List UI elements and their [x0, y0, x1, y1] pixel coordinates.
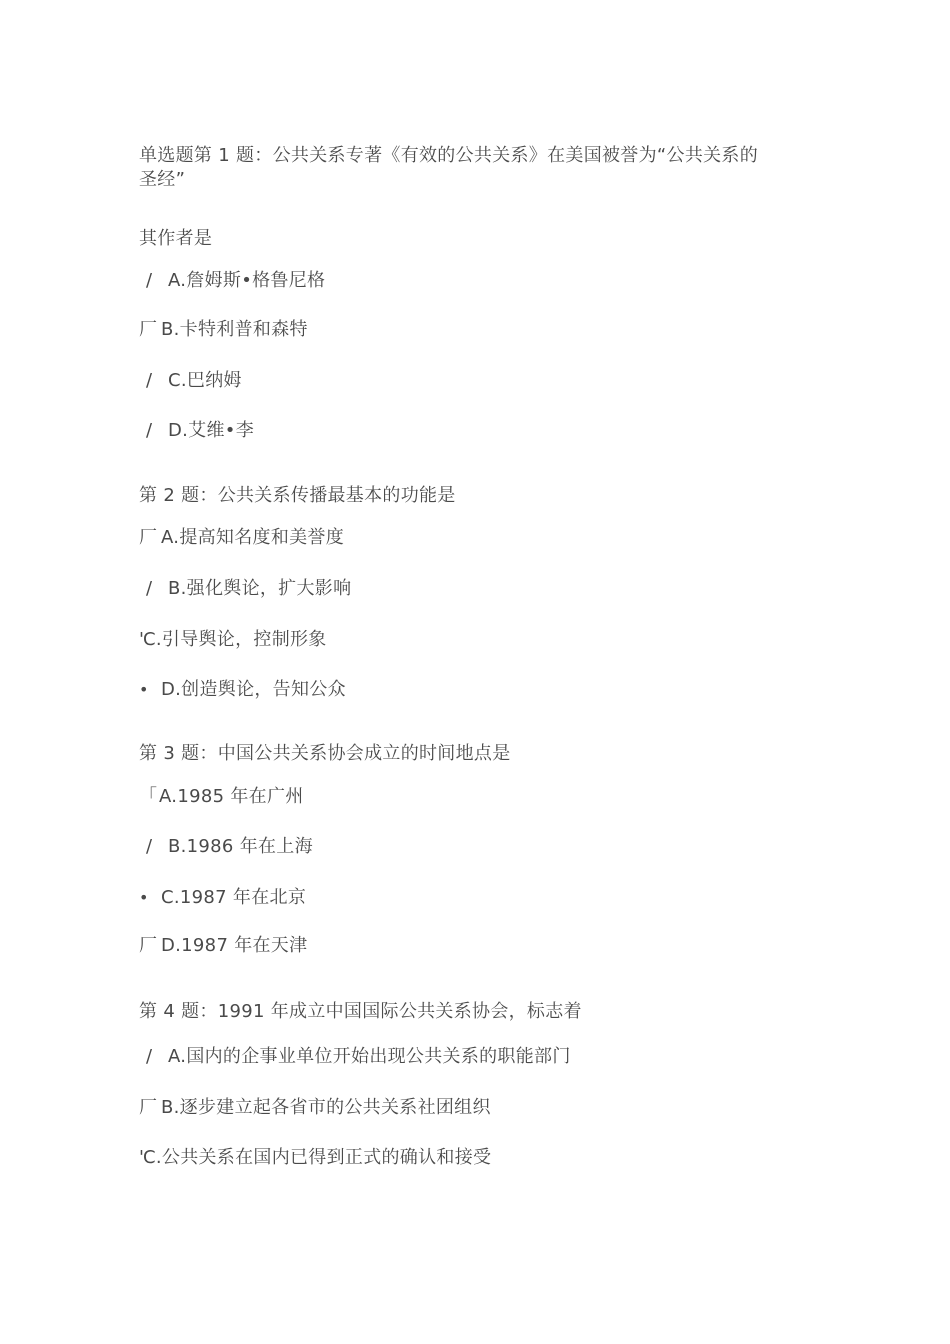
option-mark-icon: 厂 — [139, 935, 158, 956]
option-mark-icon: ' — [139, 629, 145, 650]
option-mark-icon: • — [139, 888, 149, 907]
question-3-option-a[interactable] — [139, 785, 304, 809]
option-mark-icon: / — [146, 370, 153, 391]
question-1-option-c[interactable] — [146, 369, 242, 393]
question-1-option-b[interactable] — [139, 318, 308, 342]
option-label: A.詹姆斯•格鲁尼格 — [168, 270, 326, 291]
question-3-title: 第 3 题：中国公共关系协会成立的时间地点是 — [139, 743, 511, 764]
option-label: B.逐步建立起各省市的公共关系社团组织 — [161, 1097, 491, 1118]
option-label: C.公共关系在国内已得到正式的确认和接受 — [143, 1147, 492, 1168]
option-label: C.巴纳姆 — [168, 370, 242, 391]
question-2-option-d[interactable] — [139, 678, 346, 702]
option-label: B.卡特利普和森特 — [161, 319, 308, 340]
option-label: C.引导舆论，控制形象 — [143, 629, 327, 650]
option-label: D.创造舆论，告知公众 — [161, 679, 346, 700]
question-3-option-d[interactable] — [139, 934, 307, 958]
option-mark-icon: 厂 — [139, 319, 158, 340]
option-label: D.1987 年在天津 — [161, 935, 308, 956]
option-mark-icon: / — [146, 420, 153, 441]
option-mark-icon: • — [139, 680, 149, 699]
question-3-option-b[interactable] — [146, 835, 313, 859]
option-mark-icon: 厂 — [139, 527, 158, 548]
option-label: B.1986 年在上海 — [168, 836, 313, 857]
option-label: B.强化舆论，扩大影响 — [168, 578, 352, 599]
option-label: C.1987 年在北京 — [161, 887, 307, 908]
option-mark-icon: ' — [139, 1147, 145, 1168]
question-3-option-c[interactable] — [139, 886, 306, 910]
question-4-option-a[interactable] — [146, 1045, 571, 1069]
option-mark-icon: / — [146, 836, 153, 857]
option-label: A.国内的企事业单位开始出现公共关系的职能部门 — [168, 1046, 571, 1067]
question-2-title: 第 2 题：公共关系传播最基本的功能是 — [139, 485, 456, 506]
question-4-option-c[interactable] — [139, 1146, 491, 1170]
question-2-option-c[interactable] — [139, 628, 327, 652]
option-mark-icon: 「 — [139, 786, 158, 807]
question-1-option-a[interactable] — [146, 269, 325, 293]
question-1-title-line-1: 单选题第 1 题：公共关系专著《有效的公共关系》在美国被誉为“公共关系的 — [139, 145, 759, 166]
option-label: A.提高知名度和美誉度 — [161, 527, 345, 548]
question-2-option-a[interactable] — [139, 526, 344, 550]
question-4-option-b[interactable] — [139, 1096, 491, 1120]
option-mark-icon: / — [146, 578, 153, 599]
question-4-title: 第 4 题：1991 年成立中国国际公共关系协会，标志着 — [139, 1001, 582, 1022]
question-1-title-line-2: 圣经” — [139, 169, 186, 190]
question-1-option-d[interactable] — [146, 419, 254, 443]
question-2-option-b[interactable] — [146, 577, 351, 601]
option-mark-icon: / — [146, 1046, 153, 1067]
question-1-title-line-3: 其作者是 — [139, 228, 213, 249]
option-mark-icon: / — [146, 270, 153, 291]
option-label: A.1985 年在广州 — [159, 786, 304, 807]
option-mark-icon: 厂 — [139, 1097, 158, 1118]
option-label: D.艾维•李 — [168, 420, 254, 441]
